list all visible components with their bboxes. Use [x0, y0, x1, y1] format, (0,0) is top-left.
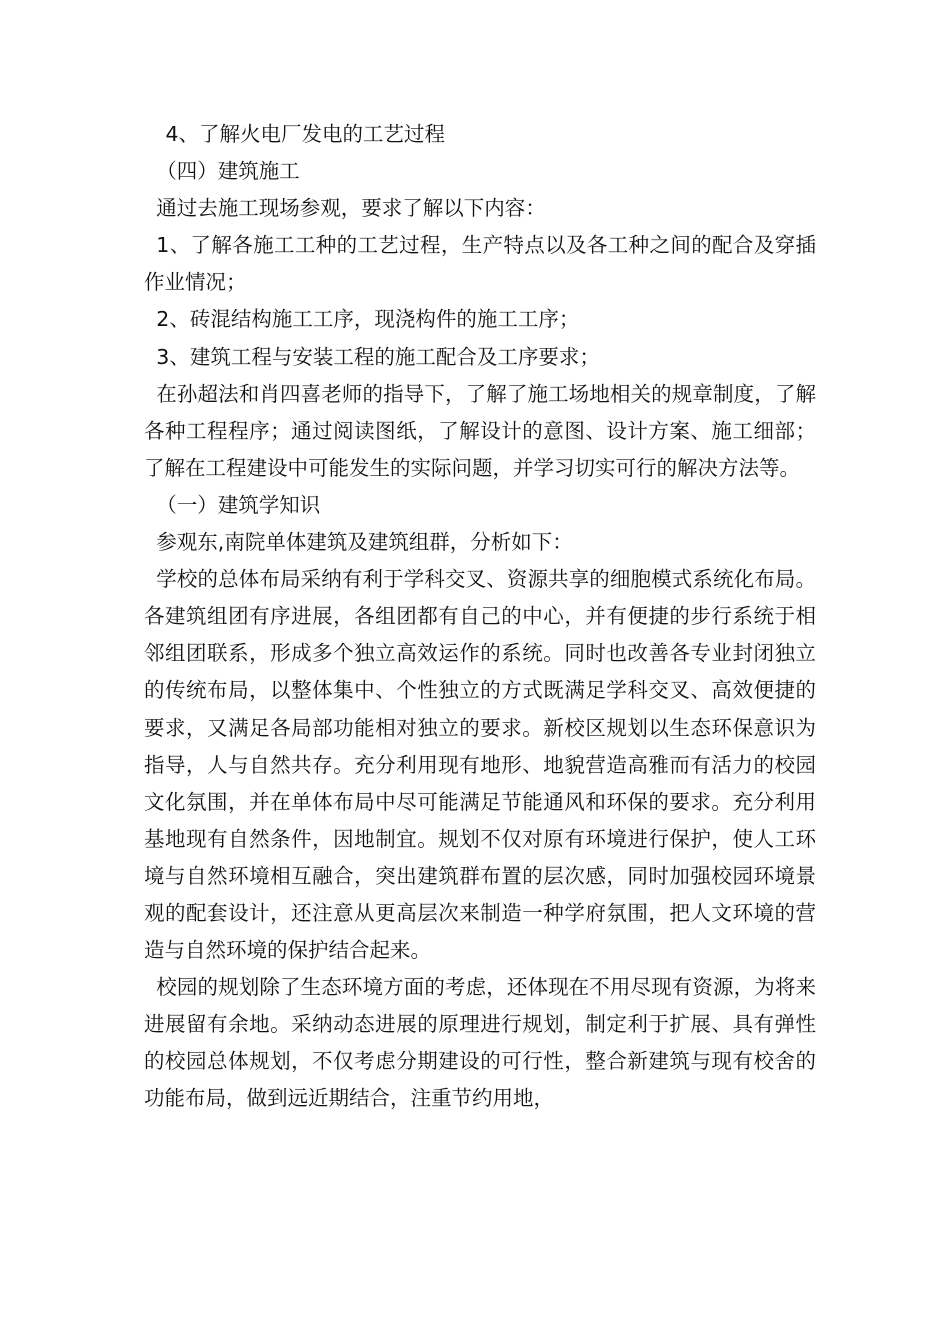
intro-paragraph: 通过去施工现场参观，要求了解以下内容： [156, 196, 546, 221]
section-heading-architecture: （一）建筑学知识 [156, 492, 321, 517]
list-item-2: 2、砖混结构施工工序，现浇构件的施工工序； [156, 307, 580, 332]
document-body [144, 116, 816, 1118]
list-item-4: 4、了解火电厂发电的工艺过程 [165, 122, 446, 146]
guidance-paragraph: 在孙超法和肖四喜老师的指导下，了解了施工场地相关的规章制度，了解各种工程程序；通过阅读图纸，了解设计的意图、设计方案、施工细部；了解在工程建设中可能发生的实际问题，并学习切实可行的解决方法等。 [144, 381, 816, 480]
list-item-1: 1、了解各施工工种的工艺过程，生产特点以及各工种之间的配合及穿插作业情况； [144, 233, 816, 295]
layout-paragraph: 学校的总体布局采纳有利于学科交叉、资源共享的细胞模式系统化布局。各建筑组团有序进展，各组团都有自己的中心，并有便捷的步行系统于相邻组团联系，形成多个独立高效运作的系统。同时也改善各专业封闭独立的传统布局，以整体集中、个性独立的方式既满足学科交叉、高效便捷的要求，又满足各局部功能相对独立的要求。新校区规划以生态环保意识为指导，人与自然共存。充分利用现有地形、地貌营造高雅而有活力的校园文化氛围，并在单体布局中尽可能满足节能通风和环保的要求。充分利用基地现有自然条件，因地制宜。规划不仅对原有环境进行保护，使人工环境与自然环境相互融合，突出建筑群布置的层次感，同时加强校园环境景观的配套设计，还注意从更高层次来制造一种学府氛围，把人文环境的营造与自然环境的保护结合起来。 [144, 567, 816, 963]
section-heading-construction: （四）建筑施工 [156, 159, 300, 184]
planning-paragraph: 校园的规划除了生态环境方面的考虑，还体现在不用尽现有资源，为将来进展留有余地。采纳动态进展的原理进行规划，制定利于扩展、具有弹性的校园总体规划，不仅考虑分期建设的可行性，整合新建筑与现有校舍的功能布局，做到远近期结合，注重节约用地， [144, 975, 816, 1111]
list-item-3: 3、建筑工程与安装工程的施工配合及工序要求； [156, 344, 600, 369]
visit-paragraph: 参观东,南院单体建筑及建筑组群，分析如下： [156, 530, 573, 555]
